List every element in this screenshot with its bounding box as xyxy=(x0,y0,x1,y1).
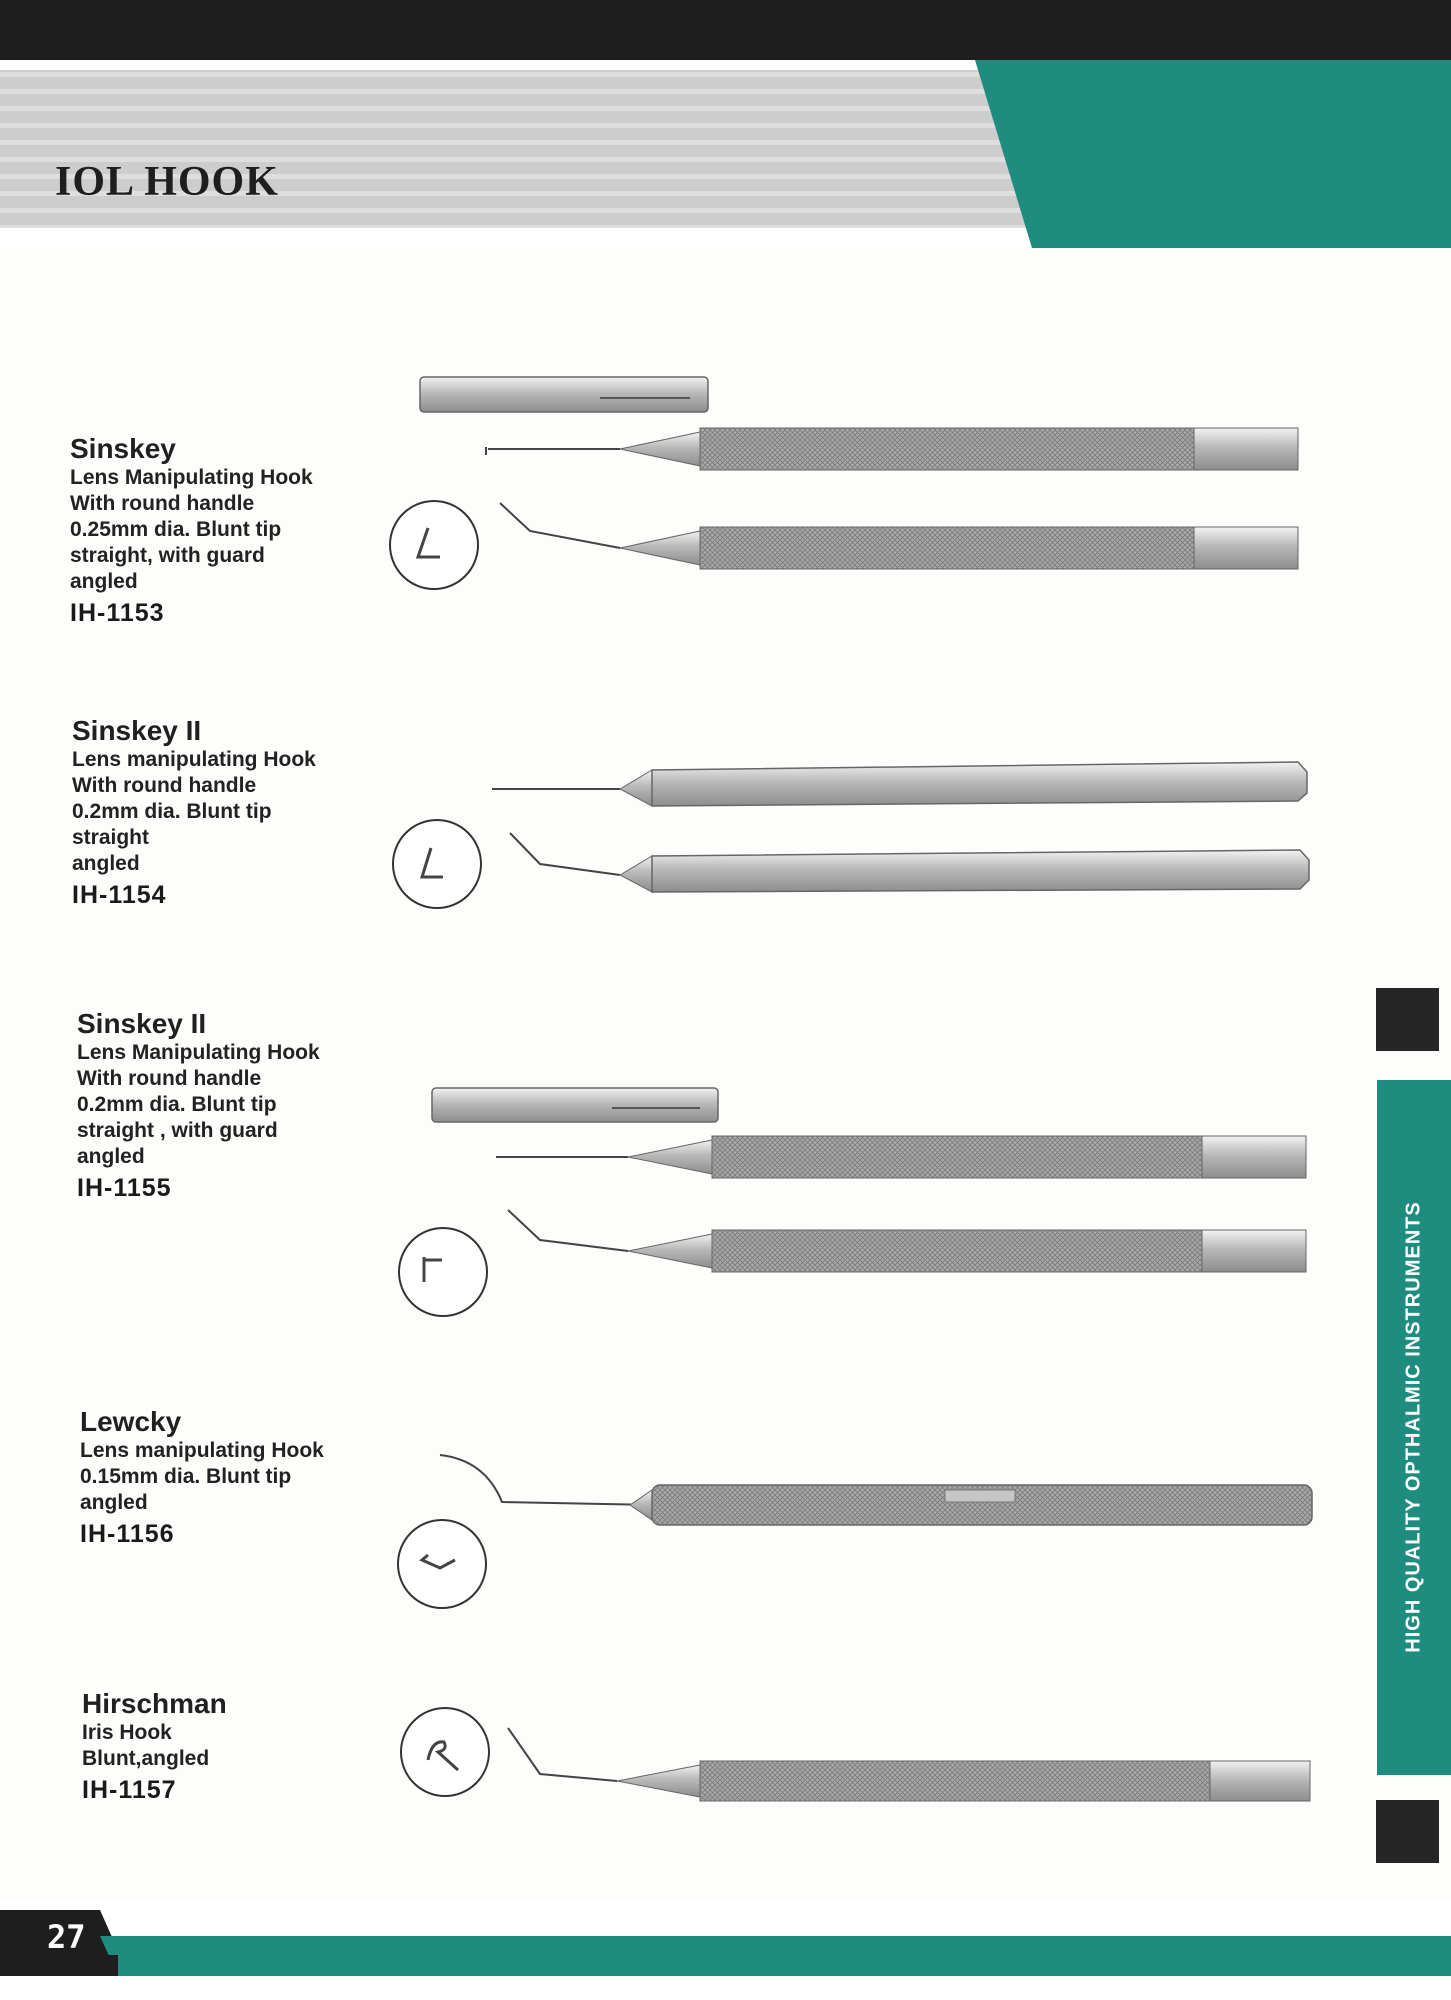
hook-straight xyxy=(486,428,1298,470)
product-name: Lewcky xyxy=(80,1406,182,1437)
guard-cap xyxy=(432,1088,718,1122)
product-description-line: With round handle xyxy=(77,1067,262,1090)
product-description-line: Iris Hook xyxy=(82,1721,172,1744)
product-description-line: straight , with guard xyxy=(77,1119,278,1142)
side-tab xyxy=(1377,1080,1451,1775)
product-description-line: 0.2mm dia. Blunt tip xyxy=(72,800,272,823)
instrument-ih-1153 xyxy=(390,377,1298,589)
product-description-line: straight, with guard xyxy=(70,544,265,567)
product-name: Sinskey II xyxy=(72,715,202,746)
hook-angled xyxy=(510,833,1309,892)
product-code: IH-1157 xyxy=(82,1776,177,1804)
tip-detail-circle xyxy=(390,501,478,589)
product-name: Sinskey xyxy=(70,433,176,464)
product-description-line: With round handle xyxy=(70,492,255,515)
product-code: IH-1154 xyxy=(72,881,167,909)
tip-detail-circle xyxy=(393,820,481,908)
page-title: IOL HOOK xyxy=(55,159,279,205)
product-name: Hirschman xyxy=(82,1688,227,1719)
product-description-line: angled xyxy=(70,570,138,593)
product-name: Sinskey II xyxy=(77,1008,207,1039)
product-code: IH-1155 xyxy=(77,1174,172,1202)
hook-angled xyxy=(440,1455,1312,1525)
guard-cap xyxy=(420,377,708,412)
product-description-line: Lens manipulating Hook xyxy=(80,1439,324,1462)
product-description-line: 0.2mm dia. Blunt tip xyxy=(77,1093,277,1116)
product-description-line: 0.25mm dia. Blunt tip xyxy=(70,518,282,541)
product-code: IH-1156 xyxy=(80,1520,175,1548)
side-tab-label: HIGH QUALITY OPTHALMIC INSTRUMENTS xyxy=(1402,1201,1425,1653)
instrument-ih-1155 xyxy=(399,1088,1306,1316)
product-description-line: With round handle xyxy=(72,774,257,797)
product-description-line: Blunt,angled xyxy=(82,1747,210,1770)
product-description-line: angled xyxy=(72,852,140,875)
side-square-top xyxy=(1376,988,1439,1051)
product-description-line: Lens manipulating Hook xyxy=(72,748,316,771)
hook-straight xyxy=(496,1136,1306,1178)
hook-angled xyxy=(508,1728,1310,1801)
product-code: IH-1153 xyxy=(70,599,165,627)
instrument-ih-1156 xyxy=(398,1455,1312,1608)
tip-detail-circle xyxy=(401,1708,489,1796)
product-description-line: straight xyxy=(72,826,150,849)
instrument-ih-1154 xyxy=(393,762,1309,908)
instrument-ih-1157 xyxy=(401,1708,1310,1801)
tip-detail-circle xyxy=(398,1520,486,1608)
hook-straight xyxy=(492,762,1307,806)
hook-angled xyxy=(508,1210,1306,1272)
hook-angled xyxy=(500,503,1298,569)
product-description-line: angled xyxy=(80,1491,148,1514)
product-description-line: angled xyxy=(77,1145,145,1168)
side-square-bottom xyxy=(1376,1800,1439,1863)
footer-band xyxy=(0,1900,1451,2000)
page-number: 27 xyxy=(47,1918,86,1956)
product-description-line: 0.15mm dia. Blunt tip xyxy=(80,1465,292,1488)
product-description-line: Lens Manipulating Hook xyxy=(70,466,313,489)
product-description-line: Lens Manipulating Hook xyxy=(77,1041,320,1064)
tip-detail-circle xyxy=(399,1228,487,1316)
